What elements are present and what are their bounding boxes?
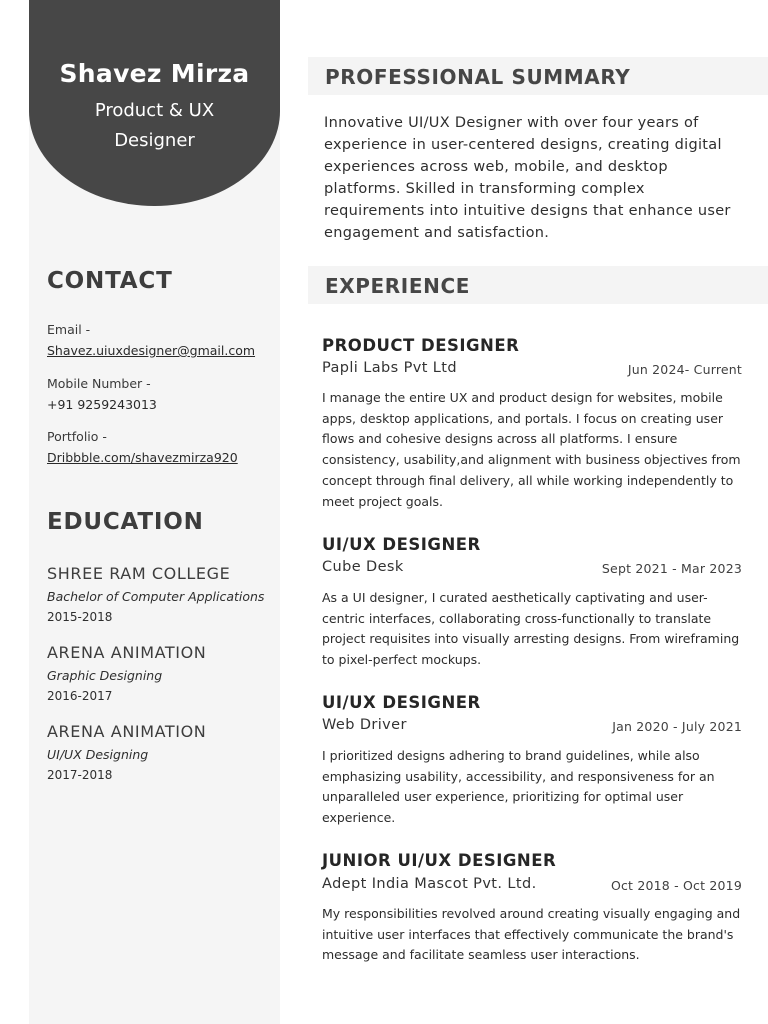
education-school: ARENA ANIMATION xyxy=(47,643,207,662)
job-title: UI/UX DESIGNER xyxy=(322,535,481,554)
candidate-role: Product & UX Designer xyxy=(94,100,215,151)
experience-section-bar xyxy=(308,266,768,304)
summary-section-bar xyxy=(308,57,768,95)
contact-heading: CONTACT xyxy=(47,268,173,294)
job-dates: Oct 2018 - Oct 2019 xyxy=(610,878,742,893)
education-heading: EDUCATION xyxy=(47,509,204,535)
email-label: Email - xyxy=(47,322,91,337)
job-description: I prioritized designs adhering to brand guidelines, while also emphasizing usability, accessibility, and responsiveness for an unparalleled user experience, prioritizing for optimal user experience. xyxy=(322,748,715,826)
job-dates: Sept 2021 - Mar 2023 xyxy=(601,561,742,576)
portfolio-link[interactable]: Dribbble.com/shavezmirza920 xyxy=(47,450,238,465)
education-degree: UI/UX Designing xyxy=(47,747,149,762)
education-years: 2017-2018 xyxy=(47,768,113,782)
job-title: JUNIOR UI/UX DESIGNER xyxy=(322,851,557,870)
education-years: 2015-2018 xyxy=(47,610,113,624)
job-company: Web Driver xyxy=(322,717,407,733)
job-company: Adept India Mascot Pvt. Ltd. xyxy=(322,876,537,892)
education-degree: Bachelor of Computer Applications xyxy=(47,589,265,604)
email-link[interactable]: Shavez.uiuxdesigner@gmail.com xyxy=(47,343,256,358)
mobile-number: +91 9259243013 xyxy=(47,397,157,412)
mobile-label: Mobile Number - xyxy=(47,376,151,391)
job-title: UI/UX DESIGNER xyxy=(322,693,481,712)
job-company: Papli Labs Pvt Ltd xyxy=(322,360,457,376)
job-dates: Jan 2020 - July 2021 xyxy=(612,719,742,734)
sidebar xyxy=(29,0,280,1024)
candidate-name: Shavez Mirza xyxy=(59,59,250,88)
name-badge xyxy=(29,0,280,206)
experience-heading: EXPERIENCE xyxy=(325,274,470,298)
education-years: 2016-2017 xyxy=(47,689,113,703)
job-dates: Jun 2024- Current xyxy=(627,362,742,377)
education-degree: Graphic Designing xyxy=(47,668,163,683)
portfolio-label: Portfolio - xyxy=(47,429,107,444)
education-school: SHREE RAM COLLEGE xyxy=(47,564,231,583)
education-school: ARENA ANIMATION xyxy=(47,722,207,741)
summary-heading: PROFESSIONAL SUMMARY xyxy=(325,65,631,89)
job-description: As a UI designer, I curated aesthetically captivating and user-centric interfaces, collaborating cross-functionally to translate project requisites into visually arresting designs. From wireframing to pixel-perfect mockups. xyxy=(322,590,740,668)
summary-text: Innovative UI/UX Designer with over four years of experience in user-centered designs, creating digital experiences across web, mobile, and desktop platforms. Skilled in transforming complex requirements into intuitive designs that enhance user engagement and satisfaction. xyxy=(324,115,731,241)
job-description: My responsibilities revolved around creating visually engaging and intuitive user interfaces that effectively communicate the brand's message and facilitate seamless user interactions. xyxy=(322,906,741,963)
job-title: PRODUCT DESIGNER xyxy=(322,336,520,355)
job-description: I manage the entire UX and product design for websites, mobile apps, desktop applications, and portals. I focus on creating user flows and cohesive designs across all platforms. I ensure consistency, usability,and alignment with business objectives from concept through final delivery, all while working independently to meet project goals. xyxy=(322,390,741,509)
job-company: Cube Desk xyxy=(322,559,404,575)
